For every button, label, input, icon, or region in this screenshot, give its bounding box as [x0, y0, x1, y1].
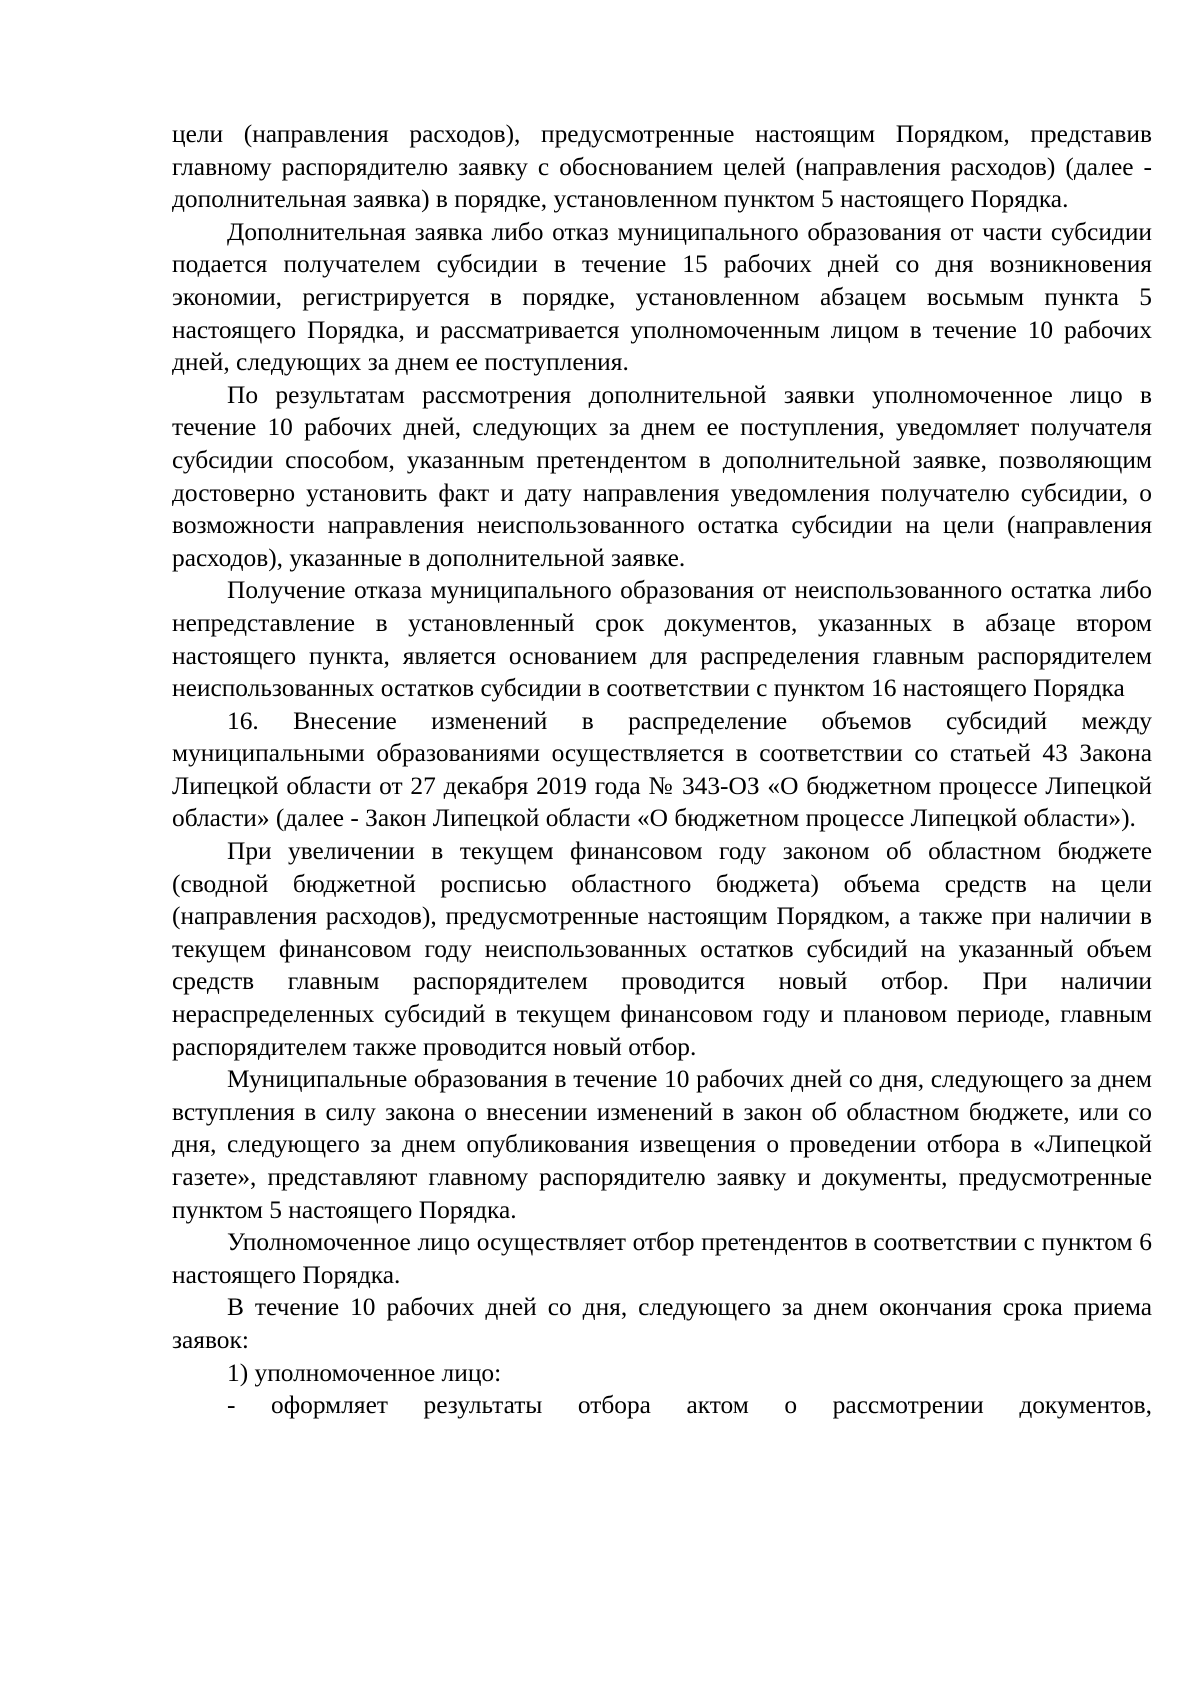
paragraph-refusal: Получение отказа муниципального образования от неиспользованного остатка либо непредставление в установленный срок документов, указанных в абзаце втором настоящего пункта, является основанием для распределения главным распорядителем неиспользованных остатков субсидии в соответствии с пунктом 16 настоящего Порядка [172, 576, 1152, 703]
paragraph-additional-application: Дополнительная заявка либо отказ муниципального образования от части субсидии подается получателем субсидии в течение 15 рабочих дней со дня возникновения экономии, регистрируется в порядке, установленном абзацем восьмым пункта 5 настоящего Порядка, и рассматривается уполномоченным лицом в течение 10 рабочих дней, следующих за днем ее поступления. [172, 217, 1152, 377]
paragraph-item-16: 16. Внесение изменений в распределение объемов субсидий между муниципальными образованиями осуществляется в соответствии со статьей 43 Закона Липецкой области от 27 декабря 2019 года № 343-ОЗ «О бюджетном процессе Липецкой области» (далее - Закон Липецкой области «О бюджетном процессе Липецкой области»). [172, 706, 1152, 833]
paragraph-budget-increase: При увеличении в текущем финансовом году законом об областном бюджете (сводной бюджетной росписью областного бюджета) объема средств на цели (направления расходов), предусмотренные настоящим Порядком, а также при наличии в текущем финансовом году неиспользованных остатков субсидий на указанный объем средств главным распорядителем проводится новый отбор. При наличии нераспределенных субсидий в текущем финансовом году и плановом периоде, главным распорядителем также проводится новый отбор. [172, 837, 1152, 1061]
paragraph-subitem-1: 1) уполномоченное лицо: [227, 1358, 502, 1387]
paragraph-within-10-days: В течение 10 рабочих дней со дня, следующего за днем окончания срока приема заявок: [172, 1293, 1152, 1354]
paragraph-municipal-deadline: Муниципальные образования в течение 10 рабочих дней со дня, следующего за днем вступления в силу закона о внесении изменений в закон об областном бюджете, или со дня, следующего за днем опубликования извещения о проведении отбора в «Липецкой газете», представляют главному распорядителю заявку и документы, предусмотренные пунктом 5 настоящего Порядка. [172, 1065, 1152, 1224]
paragraph-dash-item: - оформляет результаты отбора актом о рассмотрении документов, [227, 1391, 1152, 1420]
paragraph-continuation: цели (направления расходов), предусмотренные настоящим Порядком, представив главному распорядителю заявку с обоснованием целей (направления расходов) (далее - дополнительная заявка) в порядке, установленном пунктом 5 настоящего Порядка. [172, 120, 1152, 214]
paragraph-selection: Уполномоченное лицо осуществляет отбор претендентов в соответствии с пунктом 6 настоящего Порядка. [172, 1228, 1152, 1289]
paragraph-review-results: По результатам рассмотрения дополнительной заявки уполномоченное лицо в течение 10 рабочих дней, следующих за днем ее поступления, уведомляет получателя субсидии способом, указанным претендентом в дополнительной заявке, позволяющим достоверно установить факт и дату направления уведомления получателю субсидии, о возможности направления неиспользованного остатка субсидии на цели (направления расходов), указанные в дополнительной заявке. [172, 380, 1152, 572]
document-body [172, 118, 1152, 1422]
